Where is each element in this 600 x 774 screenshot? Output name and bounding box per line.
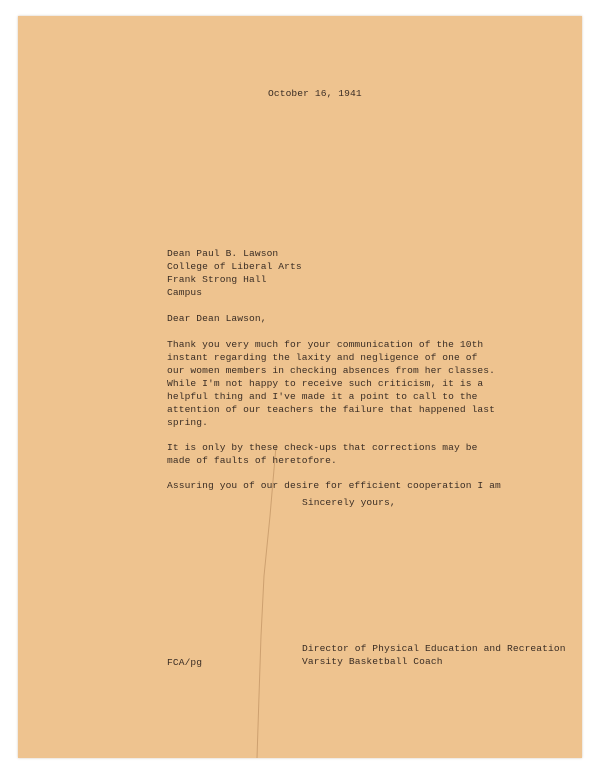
signature-title-line: Director of Physical Education and Recreation [302, 643, 566, 654]
recipient-line: Frank Strong Hall [167, 274, 267, 285]
recipient-line: College of Liberal Arts [167, 261, 302, 272]
paragraph-1-line: Thank you very much for your communication of the 10th [167, 339, 484, 350]
letter-date: October 16, 1941 [268, 88, 362, 99]
paragraph-1-line: instant regarding the laxity and negligence of one of [167, 352, 478, 363]
paragraph-1-line: our women members in checking absences from her classes. [167, 365, 496, 376]
paragraph-1-line: attention of our teachers the failure that happened last [167, 404, 496, 415]
letter-page [18, 16, 582, 758]
paragraph-2-line: made of faults of heretofore. [167, 455, 337, 466]
closing: Sincerely yours, [302, 497, 396, 508]
paragraph-1-line: helpful thing and I've made it a point to call to the [167, 391, 478, 402]
paragraph-1-line: While I'm not happy to receive such criticism, it is a [167, 378, 484, 389]
salutation: Dear Dean Lawson, [167, 313, 267, 324]
paragraph-3: Assuring you of our desire for efficient cooperation I am [167, 480, 501, 491]
recipient-line: Campus [167, 287, 203, 298]
recipient-line: Dean Paul B. Lawson [167, 248, 279, 259]
signature-title-line: Varsity Basketball Coach [302, 656, 443, 667]
paragraph-1-line: spring. [167, 417, 209, 428]
typist-initials: FCA/pg [167, 657, 203, 668]
paragraph-2-line: It is only by these check-ups that corrections may be [167, 442, 478, 453]
